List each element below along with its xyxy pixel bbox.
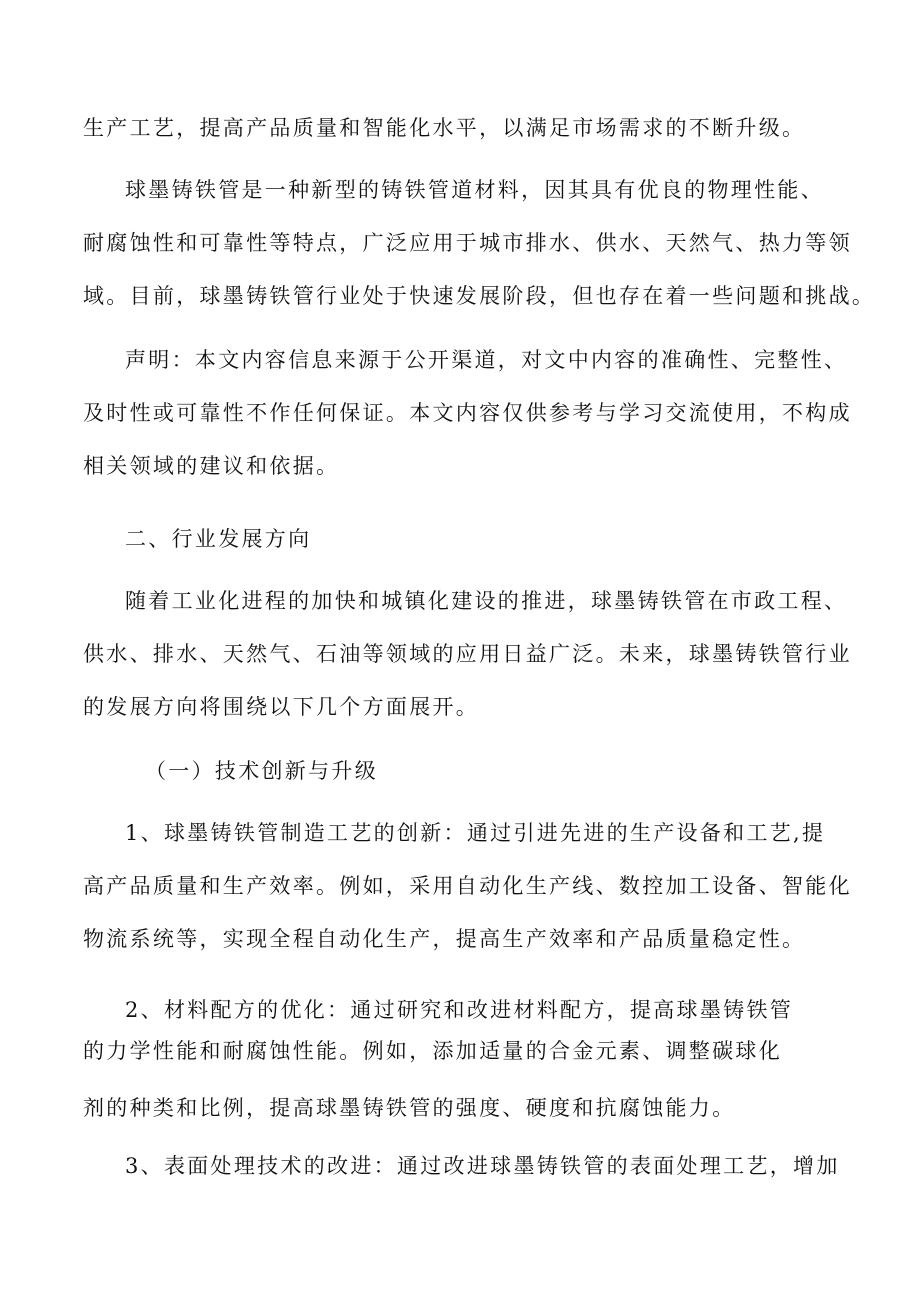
paragraph-line: 随着工业化进程的加快和城镇化建设的推进，球墨铸铁管在市政工程、 (125, 589, 848, 613)
section-heading: 二、行业发展方向 (125, 527, 312, 551)
paragraph-line: 球墨铸铁管是一种新型的铸铁管道材料，因其具有优良的物理性能、 (125, 178, 824, 202)
list-item-line: 3、表面处理技术的改进：通过改进球墨铸铁管的表面处理工艺，增加 (125, 1154, 840, 1178)
list-item-line: 物流系统等，实现全程自动化生产，提高生产效率和产品质量稳定性。 (83, 927, 806, 951)
statement-line: 及时性或可靠性不作任何保证。本文内容仅供参考与学习交流使用，不构成 (83, 401, 852, 425)
list-item-line: 的力学性能和耐腐蚀性能。例如，添加适量的合金元素、调整碳球化 (83, 1039, 782, 1063)
paragraph-line: 耐腐蚀性和可靠性等特点，广泛应用于城市排水、供水、天然气、热力等领 (83, 231, 852, 255)
paragraph-line: 域。目前，球墨铸铁管行业处于快速发展阶段，但也存在着一些问题和挑战。 (83, 284, 876, 308)
paragraph-line: 供水、排水、天然气、石油等领域的应用日益广泛。未来，球墨铸铁管行业 (83, 642, 852, 666)
statement-line: 声明：本文内容信息来源于公开渠道，对文中内容的准确性、完整性、 (125, 348, 848, 372)
list-item-line: 1、球墨铸铁管制造工艺的创新：通过引进先进的生产设备和工艺,提 (125, 821, 826, 845)
paragraph-line: 的发展方向将围绕以下几个方面展开。 (83, 695, 480, 719)
list-item-line: 2、材料配方的优化：通过研究和改进材料配方，提高球墨铸铁管 (125, 998, 794, 1022)
list-item-line: 高产品质量和生产效率。例如，采用自动化生产线、数控加工设备、智能化 (83, 874, 852, 898)
paragraph-line: 生产工艺，提高产品质量和智能化水平，以满足市场需求的不断升级。 (83, 116, 806, 140)
statement-line: 相关领域的建议和依据。 (83, 454, 340, 478)
subsection-heading: （一）技术创新与升级 (145, 759, 378, 783)
list-item-line: 剂的种类和比例，提高球墨铸铁管的强度、硬度和抗腐蚀能力。 (83, 1096, 736, 1120)
